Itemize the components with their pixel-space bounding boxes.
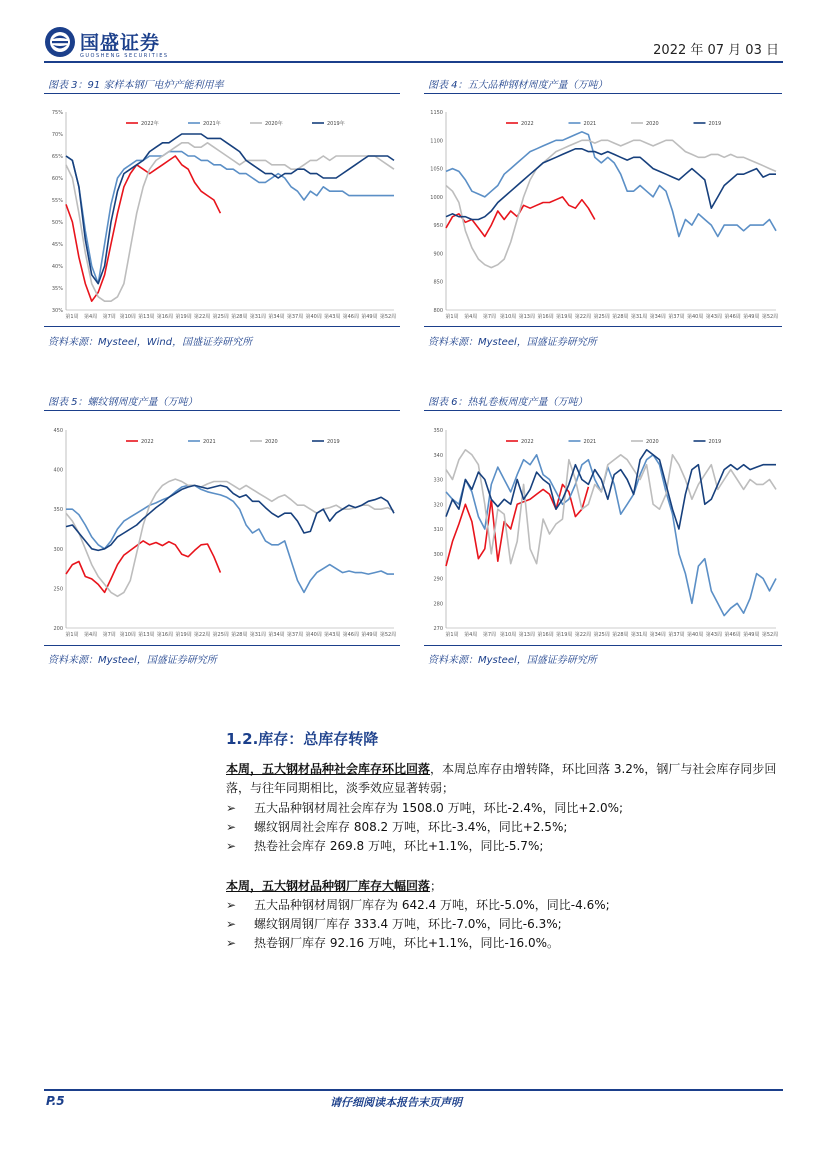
x-tick-label: 第37周 (668, 632, 685, 638)
x-tick-label: 第19周 (556, 314, 573, 320)
bullet-icon: ➢ (226, 917, 237, 931)
x-tick-label: 第46周 (342, 632, 360, 638)
paragraph-1-body: ，本周总库存由增转降，环比回落 3.2%，钢厂与社会库存同步回落，与往年同期相比，淡季效应显著转弱； (226, 762, 777, 795)
y-tick-label: 310 (433, 527, 443, 533)
figure-3-title: 图表 3：91 家样本钢厂电炉产能利用率 (48, 80, 224, 91)
x-tick-label: 第46周 (342, 314, 360, 320)
figure-6-chart (424, 418, 782, 640)
bullet-icon: ➢ (226, 839, 237, 853)
figure-4-rule (424, 93, 782, 94)
legend-label: 2020 (646, 121, 659, 127)
y-tick-label: 340 (433, 452, 443, 459)
paragraph-2-body: ； (430, 879, 443, 893)
x-tick-label: 第28周 (231, 314, 248, 320)
figure-4-chart (424, 100, 782, 322)
y-tick-label: 65% (51, 154, 63, 160)
x-tick-label: 第19周 (175, 314, 192, 320)
x-tick-label: 第13周 (518, 314, 536, 320)
figure-5-title: 图表 5：螺纹钢周度产量（万吨） (48, 397, 198, 408)
x-tick-label: 第25周 (593, 632, 610, 638)
x-tick-label: 第13周 (518, 632, 536, 638)
legend-label: 2022 (521, 439, 534, 445)
bullet-item (226, 799, 623, 818)
y-tick-label: 850 (433, 279, 443, 286)
x-tick-label: 第31周 (249, 314, 267, 320)
y-tick-label: 45% (51, 242, 63, 248)
series-line-2020 (66, 479, 394, 596)
figure-6-rule (424, 410, 782, 411)
x-tick-label: 第40周 (686, 314, 704, 320)
x-tick-label: 第25周 (212, 314, 229, 320)
x-tick-label: 第19周 (556, 632, 573, 638)
y-tick-label: 1100 (430, 138, 443, 145)
x-tick-label: 第16周 (537, 632, 554, 638)
x-tick-label: 第43周 (324, 314, 341, 320)
x-tick-label: 第34周 (268, 632, 285, 638)
x-tick-label: 第52周 (761, 632, 779, 638)
series-line-2019 (66, 485, 394, 550)
bullet-icon: ➢ (226, 801, 237, 815)
y-tick-label: 200 (53, 626, 63, 632)
y-tick-label: 950 (433, 223, 443, 230)
footer-divider (44, 1089, 783, 1091)
y-tick-label: 70% (51, 132, 63, 138)
x-tick-label: 第34周 (268, 314, 285, 320)
x-tick-label: 第4周 (83, 632, 98, 638)
x-tick-label: 第16周 (156, 314, 174, 320)
x-tick-label: 第22周 (193, 632, 211, 638)
company-logo (44, 26, 174, 66)
figure-4-rule-bottom (424, 326, 782, 327)
bullet-text: 热卷社会库存 269.8 万吨，环比+1.1%，同比-5.7%; (254, 839, 544, 853)
paragraph-1 (226, 760, 786, 798)
x-tick-label: 第25周 (212, 632, 229, 638)
x-tick-label: 第16周 (156, 632, 174, 638)
x-tick-label: 第19周 (175, 632, 192, 638)
x-tick-label: 第22周 (193, 314, 211, 320)
y-tick-label: 300 (53, 546, 63, 553)
x-tick-label: 第10周 (119, 314, 136, 320)
x-tick-label: 第13周 (138, 314, 155, 320)
x-tick-label: 第52周 (379, 314, 397, 320)
x-tick-label: 第4周 (464, 632, 478, 638)
y-tick-label: 280 (433, 601, 443, 608)
x-tick-label: 第34周 (649, 314, 666, 320)
y-tick-label: 30% (51, 308, 63, 314)
y-tick-label: 250 (53, 586, 63, 593)
x-tick-label: 第4周 (83, 314, 98, 320)
x-tick-label: 第49周 (743, 314, 760, 320)
y-tick-label: 320 (433, 502, 443, 509)
x-tick-label: 第7周 (482, 314, 497, 320)
bullet-text: 热卷钢厂库存 92.16 万吨，环比+1.1%，同比-16.0%。 (254, 936, 559, 950)
legend-label: 2020 (265, 439, 278, 445)
x-tick-label: 第40周 (305, 314, 322, 320)
figure-5-source: 资料来源：Mysteel，国盛证券研究所 (48, 655, 217, 666)
y-tick-label: 55% (51, 198, 63, 204)
bullet-text: 螺纹钢周社会库存 808.2 万吨，环比-3.4%，同比+2.5%; (254, 820, 568, 834)
x-tick-label: 第37周 (286, 632, 304, 638)
x-tick-label: 第28周 (231, 632, 248, 638)
y-tick-label: 75% (51, 110, 63, 116)
x-tick-label: 第46周 (724, 314, 741, 320)
legend-label: 2019 (708, 121, 722, 127)
legend-label: 2020 (646, 439, 659, 445)
paragraph-1-lead: 本周，五大钢材品种社会库存环比回落 (226, 762, 431, 776)
x-tick-label: 第1周 (445, 314, 459, 320)
y-tick-label: 50% (51, 220, 63, 226)
figure-4-source: 资料来源：Mysteel，国盛证券研究所 (428, 337, 597, 348)
y-tick-label: 1000 (430, 194, 443, 201)
disclaimer-note: 请仔细阅读本报告末页声明 (330, 1096, 462, 1109)
x-tick-label: 第43周 (324, 632, 341, 638)
series-line-2022 (446, 197, 595, 237)
x-tick-label: 第49周 (361, 632, 378, 638)
legend-label: 2021年 (203, 121, 221, 127)
x-tick-label: 第52周 (761, 314, 779, 320)
section-title: 1.2.库存：总库存转降 (226, 730, 379, 748)
x-tick-label: 第1周 (445, 632, 459, 638)
page-number: P.5 (46, 1094, 65, 1108)
x-tick-label: 第31周 (249, 632, 267, 638)
bullet-text: 五大品种钢材周钢厂库存为 642.4 万吨，环比-5.0%，同比-4.6%; (254, 898, 610, 912)
legend-label: 2022 (521, 121, 534, 127)
company-name-en: GUOSHENG SECURITIES (80, 53, 169, 59)
figure-3-source: 资料来源：Mysteel，Wind，国盛证券研究所 (48, 337, 253, 348)
legend-label: 2022 (141, 439, 154, 445)
legend-label: 2019 (327, 439, 340, 445)
bullet-text: 五大品种钢材周社会库存为 1508.0 万吨，环比-2.4%，同比+2.0%; (254, 801, 624, 815)
x-tick-label: 第16周 (537, 314, 554, 320)
legend-label: 2020年 (265, 121, 283, 127)
y-tick-label: 40% (51, 264, 63, 270)
company-name: 国盛证券 (80, 32, 161, 54)
series-line-2022 (446, 484, 588, 566)
x-tick-label: 第28周 (612, 632, 629, 638)
figure-6-title: 图表 6：热轧卷板周度产量（万吨） (428, 397, 588, 408)
y-tick-label: 1150 (430, 110, 443, 116)
x-tick-label: 第43周 (705, 314, 723, 320)
legend-label: 2019年 (327, 121, 345, 127)
x-tick-label: 第10周 (499, 632, 517, 638)
x-tick-label: 第37周 (286, 314, 304, 320)
x-tick-label: 第43周 (705, 632, 723, 638)
y-tick-label: 270 (433, 626, 443, 632)
legend-label: 2021 (583, 439, 597, 445)
bullet-item (226, 896, 610, 915)
y-tick-label: 1050 (430, 166, 443, 173)
x-tick-label: 第49周 (361, 314, 378, 320)
figure-3-rule (44, 93, 400, 94)
y-tick-label: 900 (433, 251, 443, 258)
y-tick-label: 300 (433, 551, 443, 558)
x-tick-label: 第10周 (499, 314, 517, 320)
figure-5-rule (44, 410, 400, 411)
x-tick-label: 第40周 (686, 632, 704, 638)
y-tick-label: 350 (53, 507, 63, 514)
paragraph-2-lead: 本周，五大钢材品种钢厂库存大幅回落 (226, 879, 431, 893)
y-tick-label: 350 (433, 428, 443, 434)
x-tick-label: 第34周 (649, 632, 666, 638)
x-tick-label: 第37周 (668, 314, 685, 320)
x-tick-label: 第40周 (305, 632, 322, 638)
legend-label: 2022年 (141, 121, 159, 127)
x-tick-label: 第10周 (119, 632, 136, 638)
x-tick-label: 第7周 (102, 632, 116, 638)
x-tick-label: 第13周 (138, 632, 155, 638)
y-tick-label: 400 (53, 467, 63, 474)
bullet-icon: ➢ (226, 820, 237, 834)
series-line-2022 (66, 541, 220, 593)
bullet-item (226, 818, 567, 837)
figure-4-title: 图表 4：五大品种钢材周度产量（万吨） (428, 80, 608, 91)
figure-6-source: 资料来源：Mysteel，国盛证券研究所 (428, 655, 597, 666)
legend-label: 2021 (203, 439, 216, 445)
bullet-icon: ➢ (226, 898, 237, 912)
bullet-icon: ➢ (226, 936, 237, 950)
x-tick-label: 第22周 (574, 632, 592, 638)
y-tick-label: 450 (53, 428, 63, 434)
x-tick-label: 第31周 (630, 632, 648, 638)
bullet-item (226, 915, 562, 934)
figure-6-rule-bottom (424, 645, 782, 646)
y-tick-label: 800 (433, 308, 443, 314)
y-tick-label: 35% (51, 286, 63, 292)
series-line-2022年 (66, 156, 220, 301)
figure-5-chart (44, 418, 400, 640)
x-tick-label: 第7周 (482, 632, 497, 638)
x-tick-label: 第22周 (574, 314, 592, 320)
x-tick-label: 第7周 (102, 314, 116, 320)
x-tick-label: 第46周 (724, 632, 741, 638)
logo-icon (44, 26, 76, 58)
legend-label: 2019 (708, 439, 722, 445)
x-tick-label: 第49周 (743, 632, 760, 638)
legend-label: 2021 (583, 121, 597, 127)
x-tick-label: 第28周 (612, 314, 629, 320)
header-divider (44, 61, 783, 63)
x-tick-label: 第31周 (630, 314, 648, 320)
bullet-item (226, 934, 559, 953)
figure-3-chart (44, 100, 400, 322)
x-tick-label: 第52周 (379, 632, 397, 638)
x-tick-label: 第4周 (464, 314, 478, 320)
figure-3-rule-bottom (44, 326, 400, 327)
figure-5-rule-bottom (44, 645, 400, 646)
bullet-item (226, 837, 543, 856)
report-date: 2022 年 07 月 03 日 (653, 43, 779, 58)
y-tick-label: 60% (51, 176, 63, 182)
y-tick-label: 330 (433, 477, 443, 484)
x-tick-label: 第25周 (593, 314, 610, 320)
bullet-text: 螺纹钢周钢厂库存 333.4 万吨，环比-7.0%，同比-6.3%; (254, 917, 562, 931)
x-tick-label: 第1周 (65, 632, 79, 638)
paragraph-2 (226, 877, 786, 896)
x-tick-label: 第1周 (65, 314, 79, 320)
y-tick-label: 290 (433, 576, 443, 583)
